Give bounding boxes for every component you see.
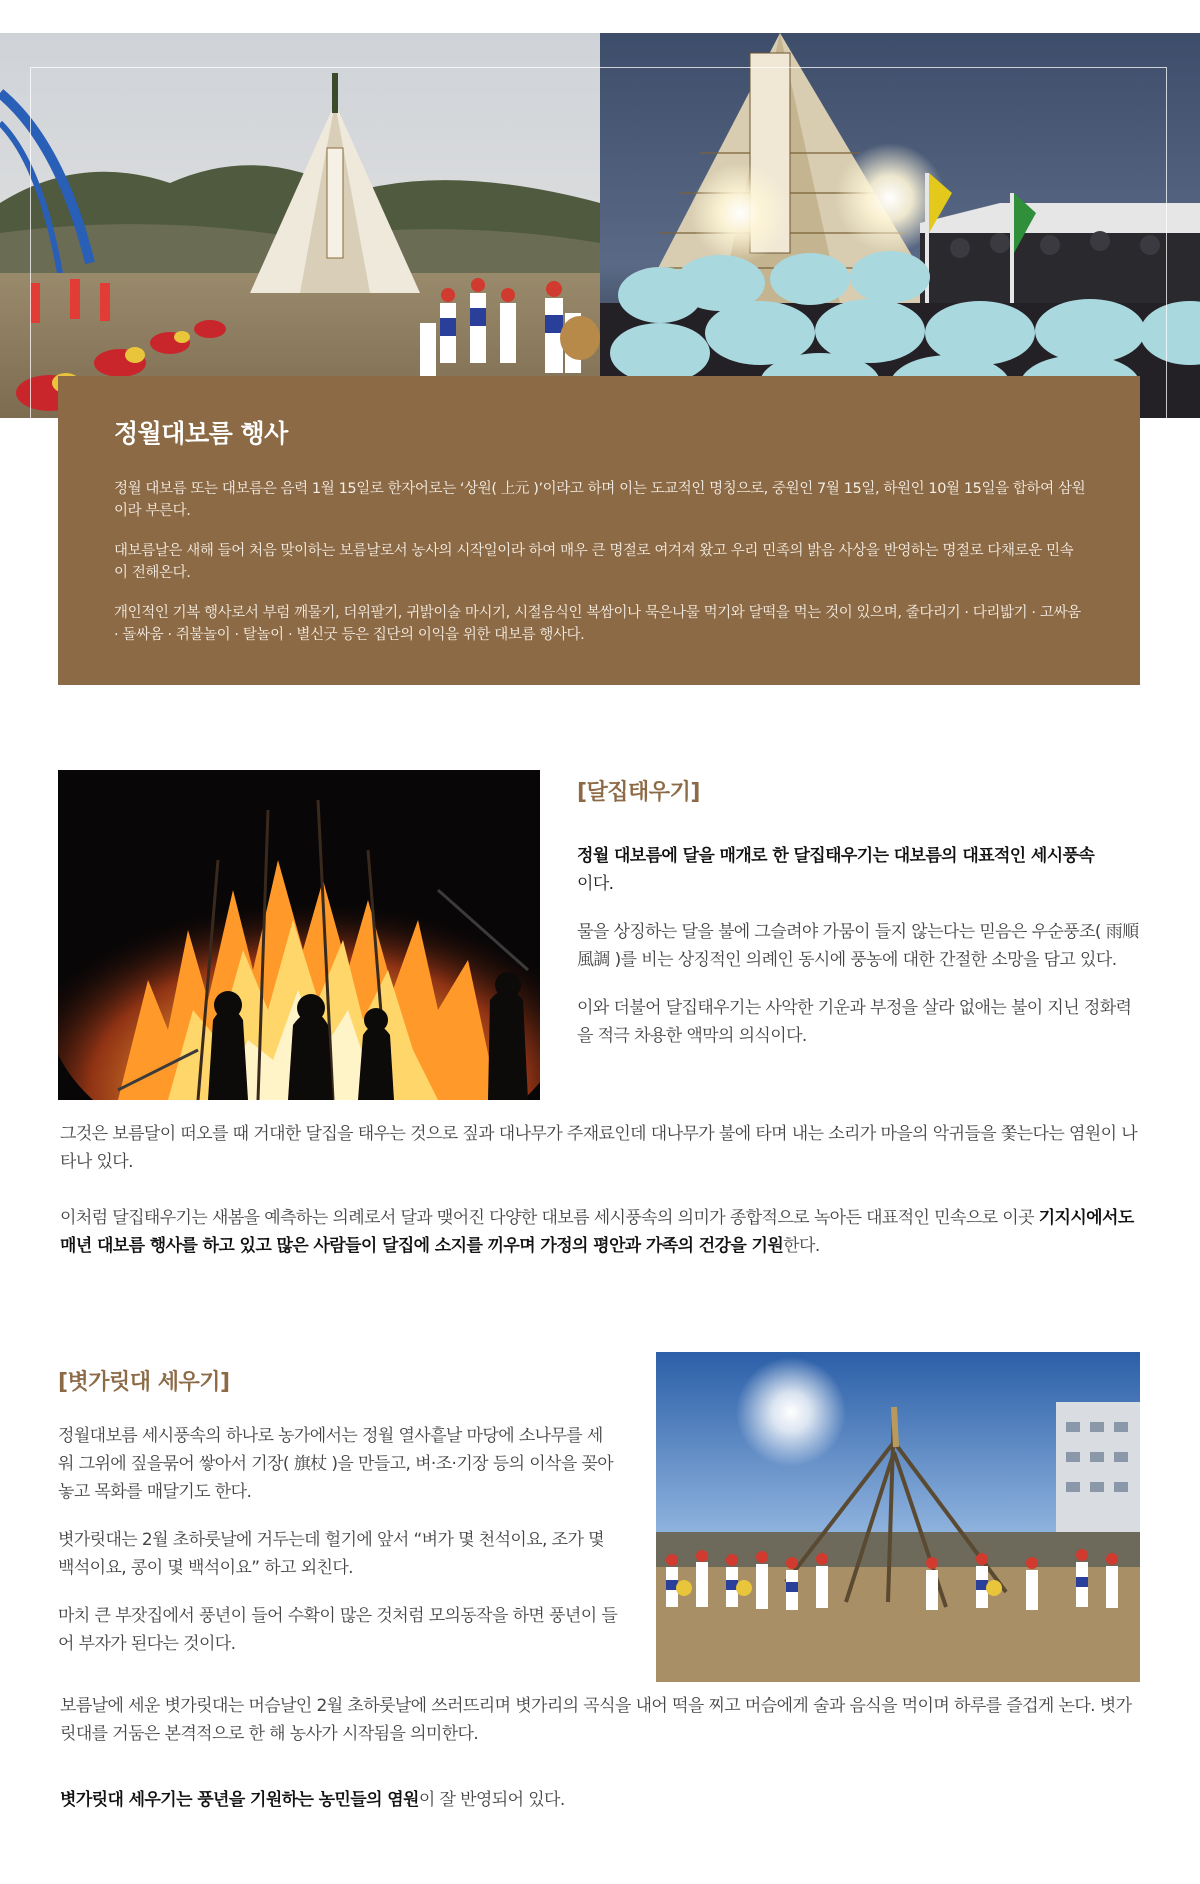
byeotgaritdae-text-block <box>58 1365 618 1678</box>
dalzip-paragraph-4: 그것은 보름달이 떠오를 때 거대한 달집을 태우는 것으로 짚과 대나무가 주재료인데 대나무가 불에 타며 내는 소리가 마을의 악귀들을 쫓는다는 염원이 나타나 있다. <box>60 1124 1138 1172</box>
intro-box <box>58 376 1140 685</box>
dalzip-lead-bold: 정월 대보름에 달을 매개로 한 달집태우기는 대보름의 대표적인 세시풍속 <box>577 846 1095 866</box>
byeotgaritdae-paragraph-4: 보름날에 세운 볏가릿대는 머슴날인 2월 초하룻날에 쓰러뜨리며 볏가리의 곡식을 내어 떡을 찌고 머슴에게 술과 음식을 먹이며 하루를 즐겁게 논다. 볏가릿대를 거둠은 본격적으로 한 해 농사가 시작됨을 의미한다. <box>60 1696 1132 1744</box>
dalzip-paragraph-3: 이와 더불어 달집태우기는 사악한 기운과 부정을 살라 없애는 불이 지닌 정화력을 적극 차용한 액막의 의식이다. <box>577 998 1132 1046</box>
dalzip-p5-end: 한다. <box>783 1236 820 1256</box>
dalzip-lead-rest: 이다. <box>577 874 614 894</box>
dalzip-lead-paragraph <box>577 842 1143 898</box>
byeotgaritdae-section-title: [볏가릿대 세우기] <box>58 1370 230 1395</box>
photo-dalzip-burning <box>58 770 540 1100</box>
dalzip-paragraph-2: 물을 상징하는 달을 불에 그슬려야 가뭄이 들지 않는다는 믿음은 우순풍조( 雨順風調 )를 비는 상징적인 의례인 동시에 풍농에 대한 간절한 소망을 담고 있다. <box>577 922 1139 970</box>
intro-title: 정월대보름 행사 <box>114 419 288 448</box>
dalzip-p5-start: 이처럼 달집태우기는 새봄을 예측하는 의례로서 달과 맺어진 다양한 대보름 세시풍속의 의미가 종합적으로 녹아든 대표적인 민속으로 이곳 <box>60 1208 1039 1228</box>
hero-banner <box>0 33 1200 418</box>
hero-photo-daytime-dalzip <box>0 33 600 418</box>
byeotgaritdae-p5-bold: 볏가릿대 세우기는 풍년을 기원하는 농민들의 염원 <box>60 1790 419 1810</box>
byeotgaritdae-paragraph-1: 정월대보름 세시풍속의 하나로 농가에서는 정월 열사흩날 마당에 소나무를 세워 그위에 짚을묶어 쌓아서 기장( 旗杖 )을 만들고, 벼·조·기장 등의 이삭을 꽂아놓고 목화를 매달기도 한다. <box>58 1426 614 1502</box>
byeotgaritdae-p5-end: 이 잘 반영되어 있다. <box>418 1790 565 1810</box>
dalzip-text-block <box>577 775 1143 1070</box>
byeotgaritdae-paragraph-2: 볏가릿대는 2월 초하룻날에 거두는데 헐기에 앞서 “벼가 몇 천석이요, 조가 몇 백석이요, 콩이 몇 백석이요” 하고 외친다. <box>58 1530 604 1578</box>
intro-paragraph-2: 대보름날은 새해 들어 처음 맞이하는 보름날로서 농사의 시작일이라 하여 매우 큰 명절로 여겨져 왔고 우리 민족의 밝음 사상을 반영하는 명절로 다채로운 민속이 전해온다. <box>114 543 1074 581</box>
hero-photo-night-dalzip <box>600 33 1200 418</box>
byeotgaritdae-paragraph-5 <box>60 1786 1142 1814</box>
intro-paragraph-3: 개인적인 기복 행사로서 부럼 깨물기, 더위팔기, 귀밝이술 마시기, 시절음식인 복쌈이나 묵은나물 먹기와 달떡을 먹는 것이 있으며, 줄다리기 · 다리밟기 · 고싸움 · 돌싸움 · 쥐불놀이 · 탈놀이 · 별신굿 등은 집단의 이익을 위한 대보름 행사다. <box>114 605 1081 643</box>
intro-paragraph-1: 정월 대보름 또는 대보름은 음력 1월 15일로 한자어로는 ‘상원( 上元 )’이라고 하며 이는 도교적인 명칭으로, 중원인 7월 15일, 하원인 10월 15일을 합하여 삼원이라 부른다. <box>114 481 1086 519</box>
dalzip-paragraph-5 <box>60 1204 1142 1260</box>
dalzip-p5-bold: 기지시에서도 매년 대보름 행사를 하고 있고 많은 사람들이 달집에 소지를 끼우며 가정의 평안과 가족의 건강을 기원 <box>60 1208 1134 1256</box>
dalzip-section-title: [달집태우기] <box>577 780 700 805</box>
photo-byeotgaritdae-raising <box>656 1352 1140 1682</box>
byeotgaritdae-paragraph-3: 마치 큰 부잣집에서 풍년이 들어 수확이 많은 것처럼 모의동작을 하면 풍년이 들어 부자가 된다는 것이다. <box>58 1606 618 1654</box>
